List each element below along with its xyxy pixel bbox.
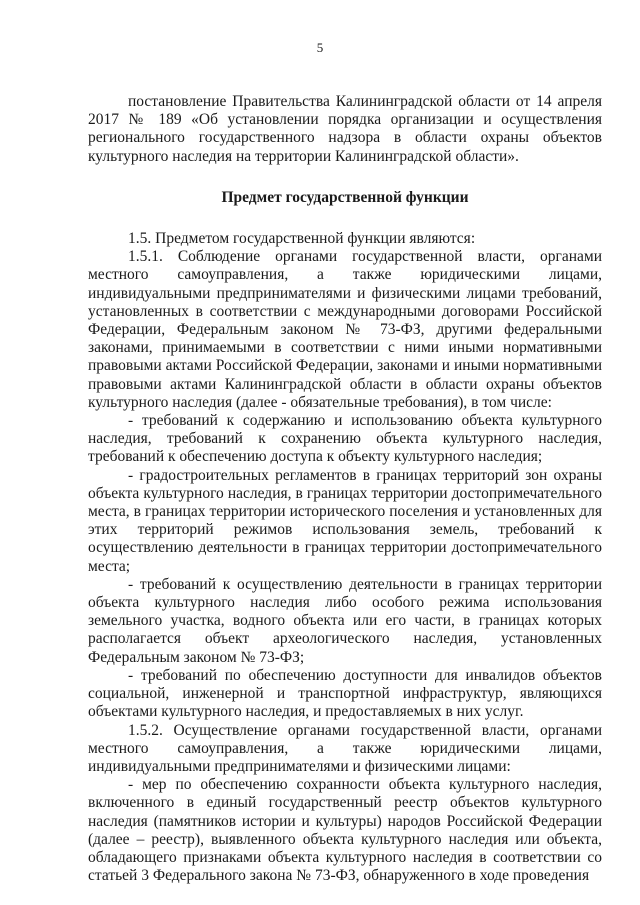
document-body: [88, 93, 602, 885]
list-item-accessibility: - требований по обеспечению доступности для инвалидов объектов социальной, инженерной и транспортной инфраструктур, являющихся объектами культурного наследия, и предоставляемых в них услуг.: [88, 666, 602, 721]
list-item-territory-activity: - требований к осуществлению деятельности в границах территории объекта культурного наследия либо особого режима использования земельного участка, водного объекта или его части, в границах которых располагается объект археологического наследия, установленных Федеральным законом № 73-ФЗ;: [88, 575, 602, 666]
section-heading: Предмет государственной функции: [221, 188, 469, 206]
list-item-preservation-measures: - мер по обеспечению сохранности объекта культурного наследия, включенного в единый государственный реестр объектов культурного наследия (памятников истории и культуры) народов Российской Федерации (далее – реестр), выявленного объекта культурного наследия или объекта, обладающего признаками объекта культурного наследия в соответствии со статьей 3 Федерального закона № 73-ФЗ, обнаруженного в ходе проведения: [88, 776, 602, 885]
clause-1-5: 1.5. Предметом государственной функции являются:: [128, 230, 476, 248]
clause-1-5-2: 1.5.2. Осуществление органами государственной власти, органами местного самоуправления, а также юридическими лицами, индивидуальными предпринимателями и физическими лицами:: [88, 721, 602, 775]
intro-paragraph: постановление Правительства Калининградской области от 14 апреля 2017 № 189 «Об установлении порядка организации и осуществления регионального государственного надзора в области охраны объектов культурного наследия на территории Калининградской области».: [88, 93, 602, 165]
list-item-requirements-content: - требований к содержанию и использованию объекта культурного наследия, требований к сохранению объекта культурного наследия, требований к обеспечению доступа к объекту культурного наследия;: [88, 412, 602, 466]
list-item-urban-regulations: - градостроительных регламентов в границах территорий зон охраны объекта культурного наследия, в границах территории достопримечательного места, в границах территории исторического поселения и установленных для этих территорий режимов использования земель, требований к осуществлению деятельности в границах территории достопримечательного места;: [88, 466, 602, 575]
page-number: 5: [316, 40, 324, 55]
clause-1-5-1: 1.5.1. Соблюдение органами государственной власти, органами местного самоуправления, а также юридическими лицами, индивидуальными предпринимателями и физическими лицами требований, установленных в соответствии с международными договорами Российской Федерации, Федеральным законом № 73-ФЗ, другими федеральными законами, принимаемыми в соответствии с ними иными нормативными правовыми актами Российской Федерации, законами и иными нормативными правовыми актами Калининградской области в области охраны объектов культурного наследия (далее - обязательные требования), в том числе:: [88, 248, 602, 411]
